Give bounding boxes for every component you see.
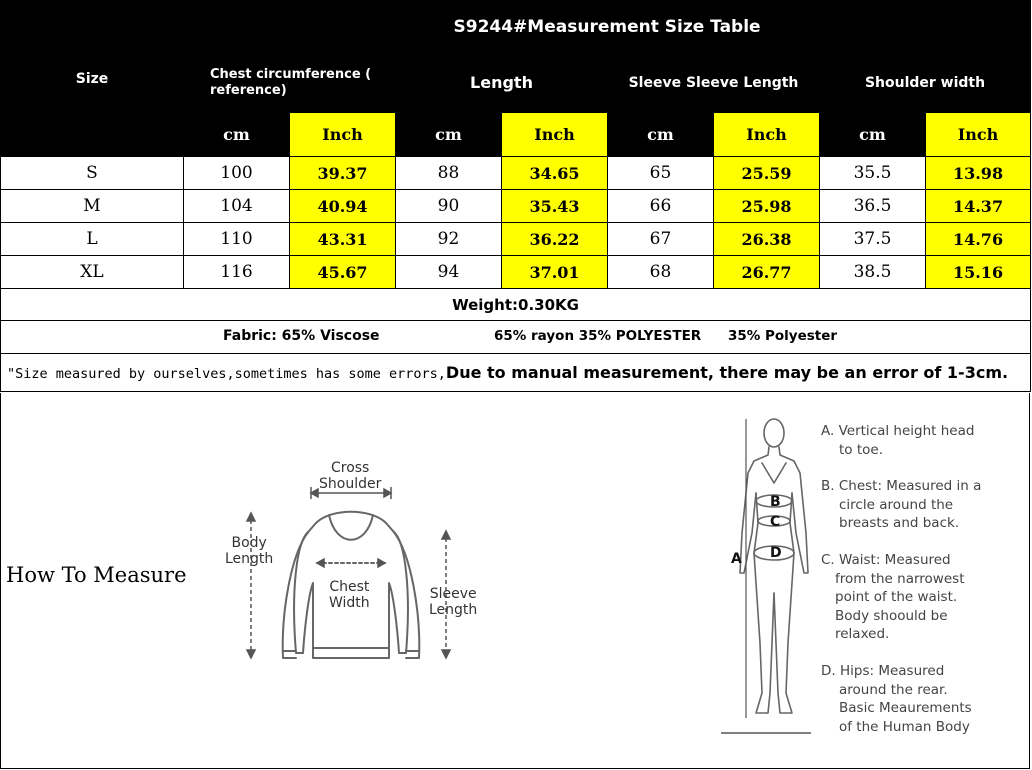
measure-guide <box>0 393 1030 769</box>
inch-cell: 25.98 <box>714 190 820 223</box>
size-cell: S <box>1 157 184 190</box>
desc-line: around the rear. <box>839 681 948 698</box>
unit-cm: cm <box>396 113 502 157</box>
note-text: Due to manual measurement, there may be an error of 1-3cm. <box>445 363 1009 382</box>
size-header: Size <box>1 1 184 157</box>
shoulder-header: Shoulder width <box>820 53 1031 113</box>
body-diagram <box>716 413 816 743</box>
unit-inch: Inch <box>290 113 396 157</box>
letter-a: A <box>731 551 742 567</box>
desc-line: Body shoould be <box>835 607 948 624</box>
cm-cell: 110 <box>184 223 290 256</box>
inch-cell: 45.67 <box>290 256 396 289</box>
cm-cell: 116 <box>184 256 290 289</box>
table-row <box>1 223 1031 256</box>
cm-cell: 66 <box>608 190 714 223</box>
unit-inch: Inch <box>926 113 1031 157</box>
cm-cell: 100 <box>184 157 290 190</box>
label-line: Cross <box>330 460 370 476</box>
desc-line: C. Waist: Measured <box>821 552 951 568</box>
desc-line: relaxed. <box>835 626 890 642</box>
size-cell: XL <box>1 256 184 289</box>
cm-cell: 38.5 <box>820 256 926 289</box>
desc-line: to toe. <box>839 441 883 458</box>
desc-line: D. Hips: Measured <box>821 663 945 679</box>
inch-cell: 15.16 <box>926 256 1031 289</box>
size-cell: M <box>1 190 184 223</box>
cm-cell: 68 <box>608 256 714 289</box>
label-line: Body <box>231 535 267 551</box>
desc-c <box>821 551 964 644</box>
chest-width-label <box>329 579 370 611</box>
size-cell: L <box>1 223 184 256</box>
inch-cell: 40.94 <box>290 190 396 223</box>
table-title: S9244#Measurement Size Table <box>184 1 1031 53</box>
inch-cell: 26.77 <box>714 256 820 289</box>
unit-inch: Inch <box>714 113 820 157</box>
inch-cell: 34.65 <box>502 157 608 190</box>
fabric-text: 65% rayon 35% POLYESTER <box>494 328 702 344</box>
cm-cell: 65 <box>608 157 714 190</box>
label-line: Sleeve <box>429 586 477 602</box>
sleeve-length-label <box>429 586 477 618</box>
desc-a <box>821 422 974 459</box>
cm-cell: 90 <box>396 190 502 223</box>
desc-line: of the Human Body <box>839 718 970 735</box>
inch-cell: 13.98 <box>926 157 1031 190</box>
desc-b <box>821 477 981 533</box>
letter-d: D <box>770 545 782 561</box>
letter-b: B <box>770 494 781 510</box>
how-to-measure-heading: How To Measure <box>6 563 187 587</box>
desc-line: circle around the <box>839 496 954 513</box>
unit-cm: cm <box>608 113 714 157</box>
cm-cell: 94 <box>396 256 502 289</box>
cross-shoulder-label <box>319 460 381 492</box>
label-line: Shoulder <box>319 476 382 492</box>
letter-c: C <box>770 514 781 530</box>
table-row <box>1 157 1031 190</box>
fabric-text: Fabric: 65% Viscose <box>223 328 380 344</box>
inch-cell: 39.37 <box>290 157 396 190</box>
cm-cell: 92 <box>396 223 502 256</box>
inch-cell: 35.43 <box>502 190 608 223</box>
cm-cell: 37.5 <box>820 223 926 256</box>
desc-line: A. Vertical height head <box>821 423 975 439</box>
fabric-text: 35% Polyester <box>728 328 838 344</box>
label-line: Chest <box>329 579 370 595</box>
inch-cell: 25.59 <box>714 157 820 190</box>
desc-line: from the narrowest <box>835 570 965 587</box>
sleeve-header: Sleeve Sleeve Length <box>608 53 820 113</box>
label-line: Width <box>329 595 370 611</box>
unit-cm: cm <box>820 113 926 157</box>
note-text: "Size measured by ourselves,sometimes has some errors, <box>7 366 446 382</box>
fabric-row <box>1 321 1031 354</box>
unit-cm: cm <box>184 113 290 157</box>
cm-cell: 35.5 <box>820 157 926 190</box>
inch-cell: 36.22 <box>502 223 608 256</box>
table-row <box>1 256 1031 289</box>
label-line: Length <box>225 551 274 567</box>
cm-cell: 67 <box>608 223 714 256</box>
desc-line: breasts and back. <box>839 515 960 531</box>
inch-cell: 43.31 <box>290 223 396 256</box>
inch-cell: 14.76 <box>926 223 1031 256</box>
unit-inch: Inch <box>502 113 608 157</box>
measurement-note <box>1 354 1031 392</box>
label-line: Length <box>429 602 478 618</box>
cm-cell: 36.5 <box>820 190 926 223</box>
inch-cell: 26.38 <box>714 223 820 256</box>
inch-cell: 37.01 <box>502 256 608 289</box>
chest-header: Chest circumference ( reference) <box>184 53 396 113</box>
desc-line: point of the waist. <box>835 589 958 605</box>
desc-d <box>821 662 972 736</box>
weight-row: Weight:0.30KG <box>1 289 1031 321</box>
body-length-label <box>225 535 273 567</box>
desc-line: Basic Meaurements <box>839 700 972 716</box>
inch-cell: 14.37 <box>926 190 1031 223</box>
cm-cell: 88 <box>396 157 502 190</box>
table-row <box>1 190 1031 223</box>
length-header: Length <box>396 53 608 113</box>
cm-cell: 104 <box>184 190 290 223</box>
desc-line: B. Chest: Measured in a <box>821 478 982 494</box>
